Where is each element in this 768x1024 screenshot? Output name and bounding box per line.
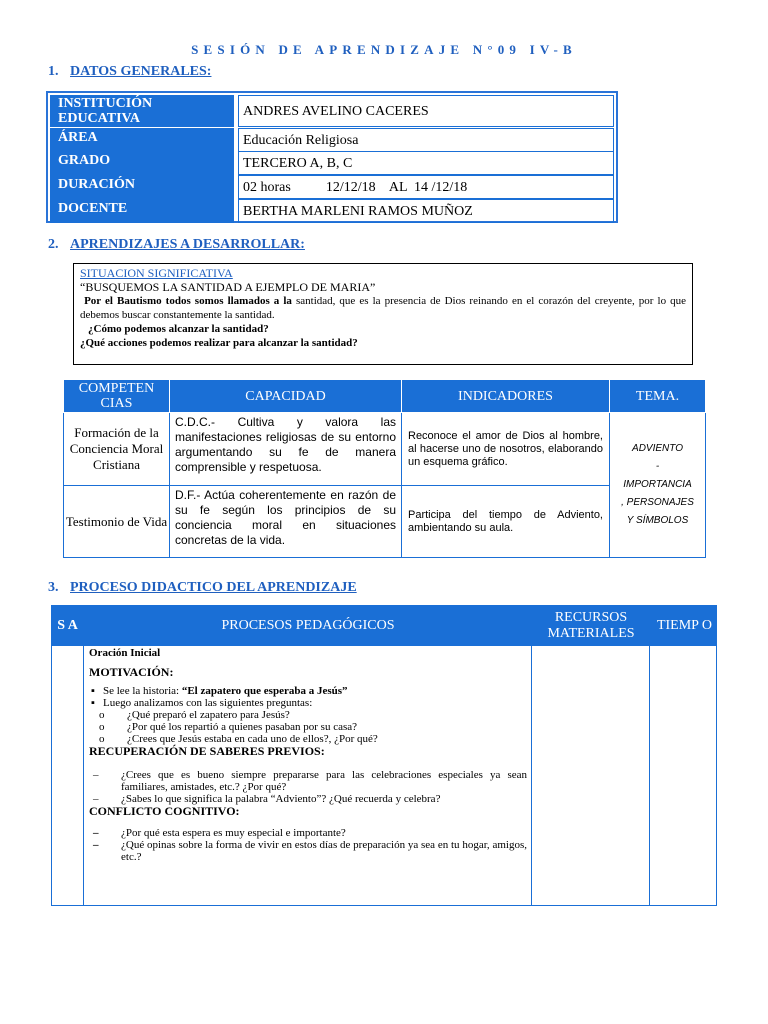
section-number: 1.	[48, 64, 59, 79]
section-number: 3.	[48, 580, 59, 595]
conflicto-heading: CONFLICTO COGNITIVO:	[89, 804, 240, 818]
datos-label: DOCENTE	[50, 199, 234, 223]
section-label: PROCESO DIDACTICO DEL APRENDIZAJE	[70, 580, 357, 595]
bullet-square-icon: ▪	[91, 697, 95, 709]
list-item-text: ¿Qué preparó el zapatero para Jesús?	[127, 709, 290, 721]
situacion-title: SITUACION SIGNIFICATIVA	[80, 266, 233, 280]
situacion-significativa-box	[73, 263, 693, 365]
list-item	[89, 733, 527, 745]
tema-line: IMPORTANCIA	[623, 479, 692, 490]
proceso-body	[52, 646, 716, 905]
datos-value: BERTHA MARLENI RAMOS MUÑOZ	[238, 199, 614, 223]
datos-value: TERCERO A, B, C	[238, 151, 614, 175]
capacidad-cell: C.D.C.- Cultiva y valora las manifestaciones religiosas de su entorno argumentando su fe de manera comprensible y respetuosa.	[170, 413, 402, 486]
historia-intro: Se lee la historia:	[103, 685, 182, 697]
column-header: COMPETEN CIAS	[64, 380, 170, 413]
tema-line: -	[655, 461, 660, 472]
datos-row	[48, 95, 616, 127]
bullet-dash-icon: –	[93, 827, 99, 839]
list-item-text: ¿Por qué esta espera es muy especial e importante?	[121, 827, 346, 839]
capacidad-cell: D.F.- Actúa coherentemente en razón de su fe según los principios de su conciencia moral en situaciones concretas de la vida.	[170, 486, 402, 558]
column-divider	[83, 646, 84, 905]
column-header-recursos: RECURSOS MATERIALES	[547, 610, 635, 641]
column-header: TEMA.	[610, 380, 706, 413]
competencia-cell: Testimonio de Vida	[64, 486, 170, 558]
tema-line: , PERSONAJES	[621, 497, 694, 508]
datos-row	[48, 175, 616, 199]
column-header-procesos: PROCESOS PEDAGÓGICOS	[221, 618, 395, 633]
list-item	[89, 769, 527, 793]
list-item	[89, 685, 527, 697]
column-divider	[649, 646, 650, 905]
table-row	[64, 486, 706, 558]
datos-generales-table	[46, 91, 618, 223]
column-header-tiempo: TIEMP O	[656, 618, 713, 633]
list-item	[89, 697, 527, 709]
datos-label: INSTITUCIÓN EDUCATIVA	[50, 95, 234, 127]
datos-value: ANDRES AVELINO CACERES	[238, 95, 614, 127]
page-title: SESIÓN DE APRENDIZAJE N°09 IV-B	[191, 42, 577, 57]
bullet-dash-icon: –	[93, 793, 99, 805]
section-heading-proceso	[48, 580, 357, 596]
column-header-sa: S A	[57, 618, 78, 633]
section-label: APRENDIZAJES A DESARROLLAR:	[70, 237, 305, 252]
list-item-text: ¿Sabes lo que significa la palabra “Adviento”? ¿Qué recuerda y celebra?	[121, 793, 441, 805]
column-header: INDICADORES	[402, 380, 610, 413]
oracion-inicial: Oración Inicial	[89, 647, 161, 659]
tema-cell	[610, 413, 706, 558]
tema-line: ADVIENTO	[632, 443, 683, 454]
datos-row	[48, 128, 616, 152]
indicador-cell: Reconoce el amor de Dios al hombre, al hacerse uno de nosotros, elaborando un esquema gráfico.	[402, 413, 610, 486]
column-divider	[531, 646, 532, 905]
section-label: DATOS GENERALES:	[70, 64, 212, 79]
list-item-text: ¿Crees que Jesús estaba en cada uno de ellos?, ¿Por qué?	[127, 733, 378, 745]
datos-label: DURACIÓN	[50, 175, 234, 199]
bullet-circle-icon: o	[99, 709, 105, 721]
datos-label: ÁREA	[50, 128, 234, 152]
table-header-row	[52, 606, 716, 646]
list-item-text: ¿Qué opinas sobre la forma de vivir en estos días de preparación ya sea en tu hogar, amigos, etc.?	[121, 839, 527, 863]
situacion-body-bold: Por el Bautismo todos somos llamados a la	[84, 295, 292, 307]
proceso-didactico-table	[51, 605, 717, 906]
list-item	[89, 793, 527, 805]
bullet-square-icon: ▪	[91, 685, 95, 697]
situacion-body-text: santidad, que es la presencia de Dios reinando en el corazón del creyente, por lo que debemos buscar constantemente la santidad.	[80, 295, 687, 321]
list-item	[89, 709, 527, 721]
competencia-cell: Formación de la Conciencia Moral Cristiana	[64, 413, 170, 486]
datos-row	[48, 199, 616, 223]
motivacion-heading: MOTIVACIÓN:	[89, 665, 174, 679]
bullet-circle-icon: o	[99, 721, 105, 733]
section-number: 2.	[48, 237, 59, 252]
bullet-circle-icon: o	[99, 733, 105, 745]
procesos-content	[85, 646, 531, 905]
list-item-text: Luego analizamos con las siguientes preguntas:	[103, 697, 313, 709]
datos-label: GRADO	[50, 151, 234, 175]
situacion-question: ¿Qué acciones podemos realizar para alcanzar la santidad?	[80, 337, 358, 349]
historia-title: “El zapatero que esperaba a Jesús”	[181, 685, 348, 697]
list-item	[89, 721, 527, 733]
bullet-dash-icon: –	[93, 769, 99, 781]
column-header: CAPACIDAD	[170, 380, 402, 413]
list-item	[89, 839, 527, 863]
competencias-table	[63, 379, 706, 558]
bullet-dash-icon: –	[93, 839, 99, 851]
situacion-body	[80, 294, 686, 322]
datos-row	[48, 151, 616, 175]
table-header-row	[64, 380, 706, 413]
section-heading-datos	[48, 64, 211, 80]
section-heading-aprendizajes	[48, 237, 305, 253]
list-item-text: ¿Por qué los repartió a quienes pasaban por su casa?	[127, 721, 358, 733]
situacion-subtitle: “BUSQUEMOS LA SANTIDAD A EJEMPLO DE MARIA”	[80, 280, 376, 294]
datos-value: 02 horas 12/12/18 AL 14 /12/18	[238, 175, 614, 199]
list-item	[89, 827, 527, 839]
indicador-cell: Participa del tiempo de Adviento, ambientando su aula.	[402, 486, 610, 558]
datos-value: Educación Religiosa	[238, 128, 614, 152]
list-item-text: ¿Crees que es bueno siempre prepararse para las celebraciones especiales ya sean familiares, amistades, etc.? ¿Por qué?	[121, 769, 527, 793]
tema-line: Y SÍMBOLOS	[626, 515, 689, 526]
situacion-question: ¿Cómo podemos alcanzar la santidad?	[88, 323, 269, 335]
table-row	[64, 413, 706, 486]
recuperacion-heading: RECUPERACIÓN DE SABERES PREVIOS:	[89, 744, 325, 758]
